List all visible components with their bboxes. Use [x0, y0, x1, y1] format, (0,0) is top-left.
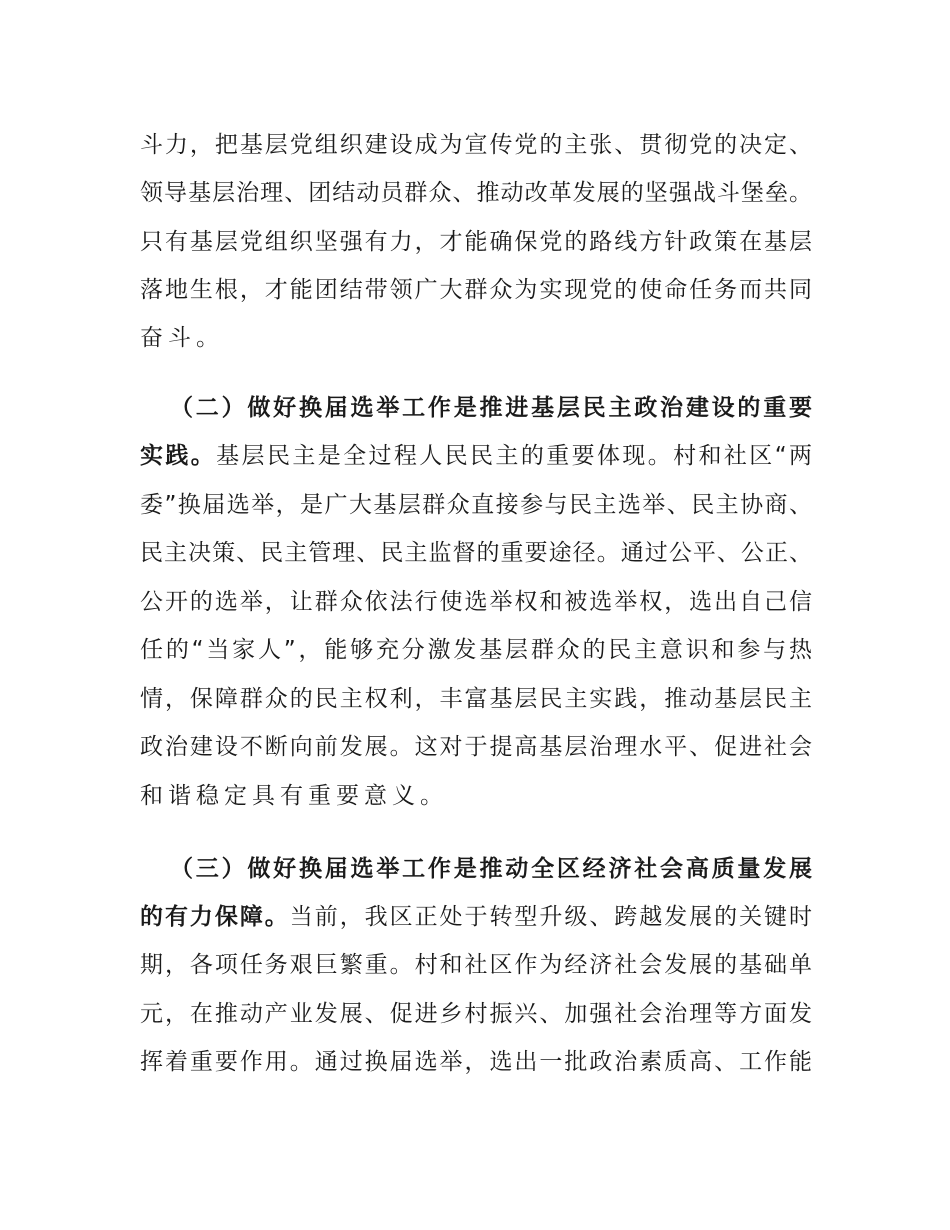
paragraph-line — [140, 275, 812, 305]
body-text: 任的“当家人”，能够充分激发基层群众的民主意识和参与热 — [140, 637, 812, 663]
body-text: 领导基层治理、团结动员群众、推动改革发展的坚强战斗堡垒。 — [140, 180, 812, 206]
paragraph-line — [140, 178, 812, 208]
bold-text: （三）做好换届选举工作是推动全区经济社会高质量发展 — [170, 856, 812, 882]
bold-text: 实践。 — [140, 443, 217, 469]
bold-text: 的有力保障。 — [140, 904, 290, 930]
body-text: 公开的选举，让群众依法行使选举权和被选举权，选出自己信 — [140, 589, 812, 615]
bold-text: （二）做好换届选举工作是推进基层民主政治建设的重要 — [170, 395, 812, 421]
paragraph-line — [140, 1047, 812, 1077]
body-text: 期，各项任务艰巨繁重。村和社区作为经济社会发展的基础单 — [140, 952, 812, 978]
body-text: 和谐稳定具有重要意义。 — [140, 783, 448, 809]
paragraph-line — [140, 130, 812, 160]
section-heading-line — [170, 854, 812, 884]
body-text: 情，保障群众的民主权利，丰富基层民主实践，推动基层民主 — [140, 686, 812, 712]
body-text: 只有基层党组织坚强有力，才能确保党的路线方针政策在基层 — [140, 229, 812, 255]
body-text: 元，在推动产业发展、促进乡村振兴、加强社会治理等方面发 — [140, 1001, 812, 1027]
paragraph-line — [140, 684, 812, 714]
paragraph-line — [140, 441, 812, 471]
body-text: 民主决策、民主管理、民主监督的重要途径。通过公平、公正、 — [140, 540, 812, 566]
body-text: 政治建设不断向前发展。这对于提高基层治理水平、促进社会 — [140, 734, 812, 760]
paragraph-line — [140, 227, 812, 257]
paragraph-line — [140, 781, 812, 811]
section-heading-line — [170, 393, 812, 423]
body-text: 斗力，把基层党组织建设成为宣传党的主张、贯彻党的决定、 — [140, 132, 812, 158]
body-text: 挥着重要作用。通过换届选举，选出一批政治素质高、工作能 — [140, 1049, 812, 1075]
paragraph-line — [140, 999, 812, 1029]
paragraph-line — [140, 902, 812, 932]
body-text: 当前，我区正处于转型升级、跨越发展的关键时 — [289, 904, 813, 930]
paragraph-line — [140, 538, 812, 568]
body-text: 奋斗。 — [140, 325, 224, 351]
paragraph-line — [140, 950, 812, 980]
paragraph-line — [140, 587, 812, 617]
body-text: 基层民主是全过程人民民主的重要体现。村和社区“两 — [216, 443, 813, 469]
paragraph-line — [140, 635, 812, 665]
paragraph-line — [140, 490, 812, 520]
paragraph-line — [140, 732, 812, 762]
paragraph-line — [140, 323, 812, 353]
body-text: 落地生根，才能团结带领广大群众为实现党的使命任务而共同 — [140, 277, 812, 303]
body-text: 委”换届选举，是广大基层群众直接参与民主选举、民主协商、 — [140, 492, 812, 518]
